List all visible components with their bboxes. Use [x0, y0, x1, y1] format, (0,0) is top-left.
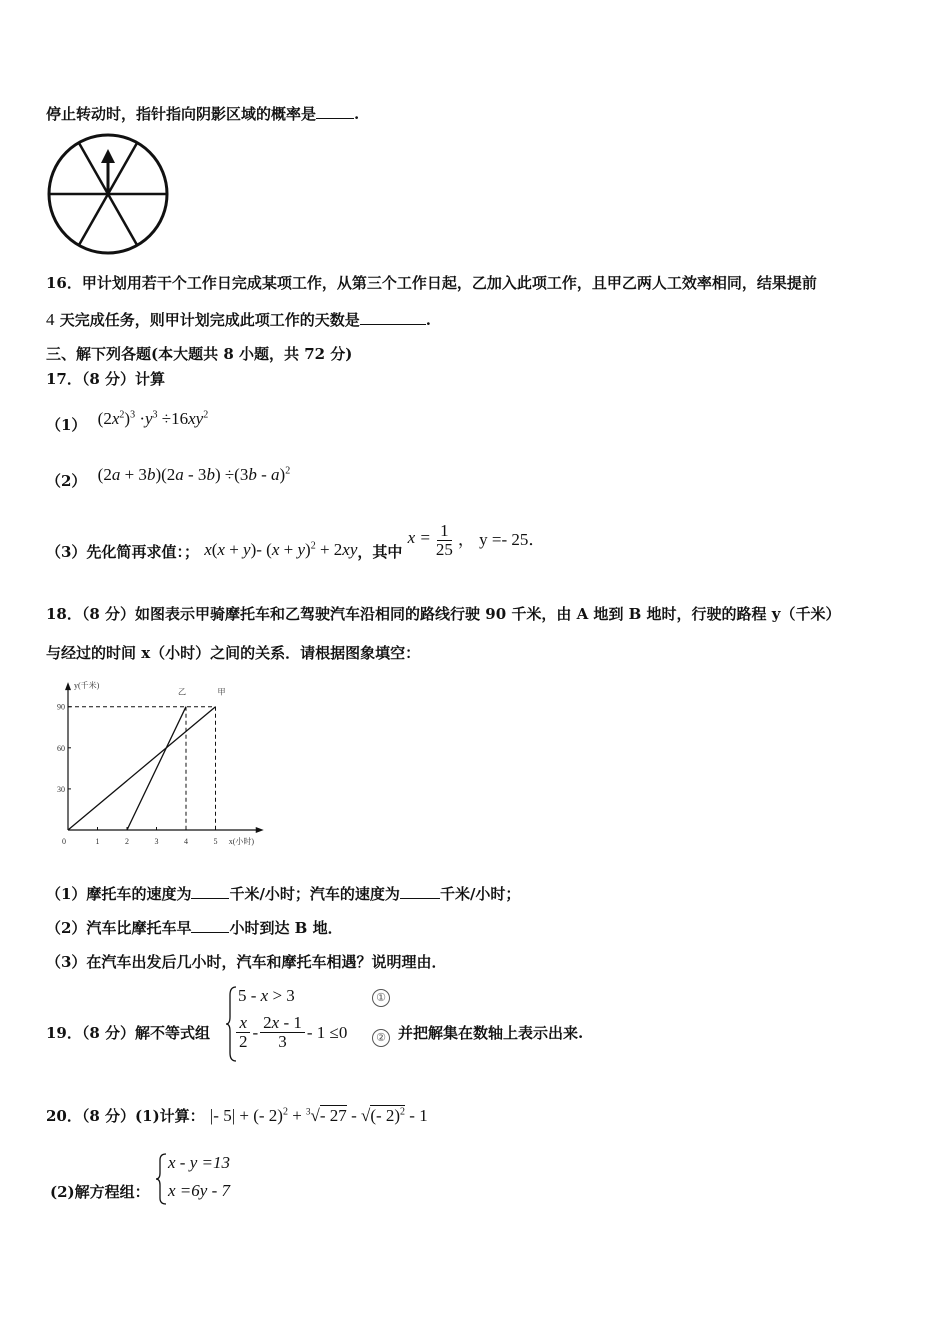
x-tick-label: 0: [62, 837, 66, 846]
section3-title: 三、解下列各题(本大题共 8 小题，共 72 分): [46, 345, 353, 363]
q20-eq1: x - y =13: [168, 1153, 230, 1172]
q18-sub2b: 小时到达 B 地．: [229, 919, 343, 937]
q18-sub1a: （1）摩托车的速度为: [46, 885, 192, 903]
x-axis-label: x(小时): [228, 837, 255, 846]
q19-circle1: [372, 986, 390, 1007]
q16-num: 4: [46, 310, 55, 329]
q18-sub1: [46, 883, 520, 904]
q17-p1-expr: $(2x^2)^3 \cdot y^3 \div 16xy^2$: [97, 409, 209, 428]
q17-title: 17．（8 分）计算: [46, 370, 166, 388]
x-tick-label: 1: [95, 837, 100, 846]
x-tick-label: 3: [154, 837, 159, 846]
x-tick-label: 4: [184, 837, 188, 846]
q17-p3-fraction: [433, 522, 456, 559]
q19-after: 并把解集在数轴上表示出来.: [398, 1024, 584, 1042]
x-tick-label: 2: [125, 837, 129, 846]
q18-line1: 18．（8 分）如图表示甲骑摩托车和乙驾驶汽车沿相同的路线行驶 90 千米，由 A 地到 B 地时，行驶的路程 y（千米）: [46, 605, 841, 623]
q20-brace-icon: [156, 1152, 168, 1206]
distance-time-chart: [46, 670, 276, 856]
q17-p1-label: （1）: [46, 416, 87, 434]
q18-line2: 与经过的时间 x（小时）之间的关系．请根据图象填空：: [46, 644, 421, 662]
q15-line: [46, 103, 359, 124]
q17-part2: [46, 464, 291, 490]
q15-end: .: [354, 105, 360, 123]
y-axis-arrow-icon: [65, 682, 71, 690]
series-line-jia: [68, 707, 216, 830]
q17-p3-y: ， y =- 25．: [457, 529, 546, 549]
q18-sub2: [46, 917, 343, 938]
q17-p3-frac-den: 25: [435, 540, 453, 559]
y-axis-label: y(千米): [74, 681, 100, 691]
q17-part3: [46, 522, 545, 559]
q17-p2-label: （2）: [46, 472, 87, 490]
q20-expr: |- 5| + (- 2)$^2$ + $^3$√- 27 - √(- 2)$^2$ - 1: [209, 1106, 428, 1125]
q17-p3-x: x =: [407, 527, 431, 547]
q20-part1: [46, 1105, 428, 1126]
q16-line2: [46, 309, 431, 330]
y-tick-label: 90: [57, 702, 65, 712]
q20-label: 20．（8 分）(1)计算：: [46, 1107, 205, 1125]
q19-ineq2: $\frac{x}{2}$ - $\frac{2x - 1}{3}$ - 1 ≤0: [234, 1014, 347, 1051]
car-speed-blank[interactable]: [400, 884, 440, 899]
q17-p2-expr: (2a + 3b)(2a - 3b) ÷(3b - a)$^2$: [97, 465, 291, 484]
q17-p3-where: ，其中: [357, 542, 403, 561]
q18-sub2a: （2）汽车比摩托车早: [46, 919, 192, 937]
q19-ineq1: 5 - x > 3: [238, 986, 295, 1005]
q16-text: 天完成任务，则甲计划完成此项工作的天数是: [59, 311, 360, 329]
q17-part1: [46, 408, 209, 434]
q20-part2: (2)解方程组：: [50, 1183, 150, 1201]
series-label-jia: 甲: [217, 687, 226, 697]
y-tick-label: 60: [57, 743, 65, 753]
q19-circle1-icon: ①: [372, 989, 390, 1007]
q20-eq2: x =6y - 7: [168, 1181, 230, 1200]
q17-p3-frac-num: 1: [437, 522, 452, 541]
spinner-pointer-arrow-icon: [101, 149, 115, 163]
x-tick-label: 5: [213, 837, 218, 846]
q16-line1: 16．甲计划用若干个工作日完成某项工作，从第三个工作日起，乙加入此项工作，且甲乙两人工效率相同，结果提前: [46, 274, 817, 292]
series-line-yi: [127, 707, 186, 830]
series-label-yi: 乙: [178, 687, 186, 697]
q19-circle2: [372, 1026, 390, 1047]
x-axis-arrow-icon: [256, 827, 264, 833]
hours-earlier-blank[interactable]: [191, 918, 229, 933]
q18-sub1c: 千米/小时；: [439, 885, 521, 903]
q18-sub3: （3）在汽车出发后几小时，汽车和摩托车相遇？说明理由．: [46, 953, 447, 971]
q16-answer-blank[interactable]: [360, 310, 426, 325]
q19-circle2-icon: ②: [372, 1029, 390, 1047]
q16-end: .: [425, 311, 431, 329]
q18-sub1b: 千米/小时；汽车的速度为: [229, 885, 400, 903]
q17-p3-label: （3）先化简再求值：；: [46, 542, 199, 561]
y-tick-label: 30: [57, 784, 65, 794]
q19-label: 19．（8 分）解不等式组: [46, 1024, 211, 1042]
q15-text: 停止转动时，指针指向阴影区域的概率是: [46, 105, 317, 123]
q15-answer-blank[interactable]: [316, 104, 354, 119]
spinner-wheel: [45, 133, 171, 255]
q17-p3-expr: x(x + y)- $(x + y)^2 + 2xy$: [204, 539, 358, 559]
motorcycle-speed-blank[interactable]: [191, 884, 229, 899]
